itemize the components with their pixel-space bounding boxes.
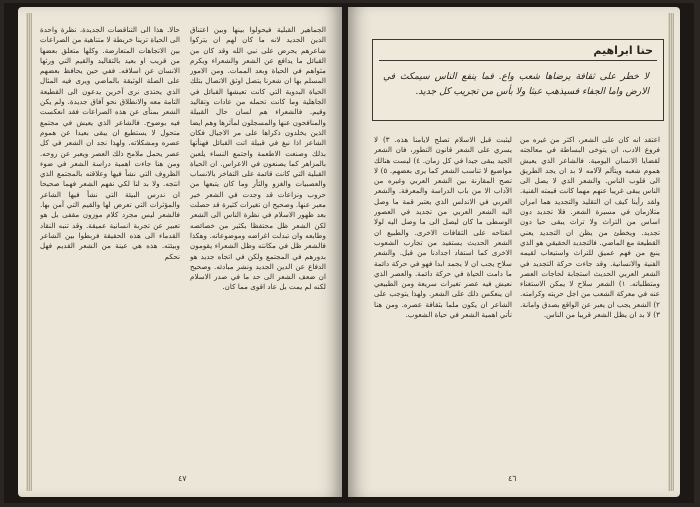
author-name: حنا ابراهيم (593, 44, 653, 57)
left-page (18, 7, 342, 497)
page-number-left: ٤٧ (178, 474, 187, 483)
page-number-right: ٤٦ (508, 474, 517, 483)
left-page-column-left: حالا. هذا الى التناقضات الجديدة. نظرة واحدة الى الحياة ترينا خريطة لا متناهية من الصراعات بين الاتجاهات المتعارضة. وكلها متعلق بعضها من قريب او بعيد بالتقاليد والقيم التي ورثها الانسان عن اسلافه. ففي حين يحافظ بعضهم على الصلة الوثيقة بالماضي ويرى فيه المثال الذي يحتذى نرى آخرين يدعون الى القطيعة التامة معه والانطلاق نحو آفاق جديدة. ولم يكن الشعر بمنأى عن هذه الصراعات فقد انعكست فيه بوضوح. فالشاعر الذي يعيش في مجتمع متحول لا يستطيع ان يبقى بعيدا عن هموم عصره ومشكلاته. ولهذا نجد ان الشعر في كل عصر يحمل ملامح ذلك العصر ويعبر عن روحه. ومن هنا جاءت اهمية دراسة الشعر في ضوء الظروف التي نشأ فيها وعلاقته بالمجتمع الذي انتجه. ولا بد لنا لكي نفهم الشعر فهما صحيحا ان ندرس البيئة التي نشأ فيها الشاعر والمؤثرات التي تعرض لها والقيم التي آمن بها. فالشعر ليس مجرد كلام موزون مقفى بل هو تعبير عن تجربة انسانية عميقة. وقد تنبه النقاد القدماء الى هذه الحقيقة فربطوا بين الشاعر وبيئته. هذه هي عينة من الشعر القديم فهل نحكم (40, 25, 180, 261)
poem-text: لا خطر على ثقافة يرضاها شعب واع. فما ينفع الناس سيمكث في الارض واما الجفاء فسيذهب عبثا ولا بأس من تجريب كل جديد. (383, 71, 649, 97)
book-spread (4, 3, 694, 503)
page-edge-left (26, 13, 32, 491)
left-page-column-right: الجماهير القبلية فيحولوا بينها وبين اعتناق الدين الجديد لانه ما كان لهم ان يتركوا شاعرهم يحرض على نبي الله وقد كان من القبائل ما يدافع عن الشعر والشعراء ويكرم مثواهم في الحياة وبعد الممات. ومن الامور المسلم بها ان شعرنا يتصل اوثق الاتصال بتلك الحياة البدوية التي كانت تعيشها القبائل في الجاهلية وما كانت تحمله من عادات وتقاليد وقيم. فالشعراء هم لسان حال القبيلة والمنافحون عنها والمسجلون لمآثرها وهم ايضا الذين يخلدون ذكراها على مر الاجيال فكان الشاعر اذا نبغ في قبيلة اتت القبائل فهنأتها بذلك وصنعت الاطعمة واجتمع النساء يلعبن بالمزاهر كما يصنعون في الاعراس. ان الحياة القبلية التي كانت قائمة على التفاخر بالانساب والعصبيات والغزو والثأر وما كان يتبعها من حروب ونزاعات قد وجدت في الشعر خير معبر عنها. وصحيح ان تغيرات كثيرة قد حصلت بعد ظهور الاسلام في نظرة الناس الى الشعر لكن الشعر ظل محتفظا بكثير من خصائصه وطابعه وان تبدلت اغراضه وموضوعاته. وهكذا فالشعر ظل في مكانته وظل الشعراء يقومون بدورهم في المجتمع ولكن في اتجاه جديد هو الدفاع عن الدين الجديد ونشر مبادئه. وصحيح ان ضعف الشعر الى حد ما في صدر الاسلام لكنه لم يمت بل عاد اقوى مما كان. (190, 25, 326, 292)
page-edge-right (668, 13, 674, 491)
right-page-column-left: ليثبت قبل الاسلام تصلح لايامنا هذه. ٣) لا يسري على الشعر قانون التطور، فان الشعر الجيد يبقى جيدا في كل زمان. ٤) ليست هنالك مواضيع لا تناسب الشعر كما يرى بعضهم. ٥) لا تصح المقارنة بين الشعر العربي وغيره من الآداب الا من باب الدراسة والمعرفة. والشعر العربي في الاندلس الذي يعتبر قمة ما وصل اليه الشعر العربي من تجديد في العصور الوسطى ما كان ليصل الى ما وصل اليه لولا انفتاحه على الثقافات الاخرى. والطبيع ان الشعر الحديث يستفيد من تجارب الشعوب الاخرى كما استفاد اجدادنا من قبل. والشعر سلاح يجب ان لا يجمد ابدا فهو في حركة دائمة ما دامت الحياة في حركة دائمة. والعصر الذي نعيش فيه عصر تغيرات سريعة ومن الطبيعي ان ينعكس ذلك على الشعر. ولهذا يتوجب على الشاعر ان يكون ملما بثقافة عصره. ومن هنا تأتي اهمية الشعر في حياة الشعوب. (374, 135, 512, 320)
header-box (372, 39, 664, 121)
right-page (348, 7, 680, 497)
right-page-column-right: اعتقد انه كان على الشعر، اكثر من غيره من فروع الادب، ان يتوخى البساطة في معالجته لقضايا الانسان اليومية. فالشاعر الذي يعيش هموم شعبه ويتألم لآلامه لا بد ان يجد الطريق الى قلوب الناس. والشعر الذي لا يصل الى الناس يبقى غريبا عنهم مهما كانت قيمته الفنية. ولقد رأينا كيف ان التقليد والتجديد هما امران متلازمان في مسيرة الشعر. فلا تجديد دون اساس من التراث ولا تراث يبقى حيا دون تجديد. ويخطئ من يظن ان التجديد يعني القطيعة مع الماضي. فالتجديد الحقيقي هو الذي ينبع من فهم عميق للتراث واستيعاب لقيمه الفنية والانسانية. وقد جاءت حركة التجديد في الشعر العربي الحديث استجابة لحاجات العصر ومتطلباته. ١) الشعر سلاح لا يمكن الاستغناء عنه في معركة الشعب من اجل حريته وكرامته. ٢) الشعر يجب ان يعبر عن الواقع بصدق وامانة. ٣) لا بد ان يظل الشعر قريبا من الناس. (520, 135, 660, 320)
header-divider (379, 60, 657, 61)
